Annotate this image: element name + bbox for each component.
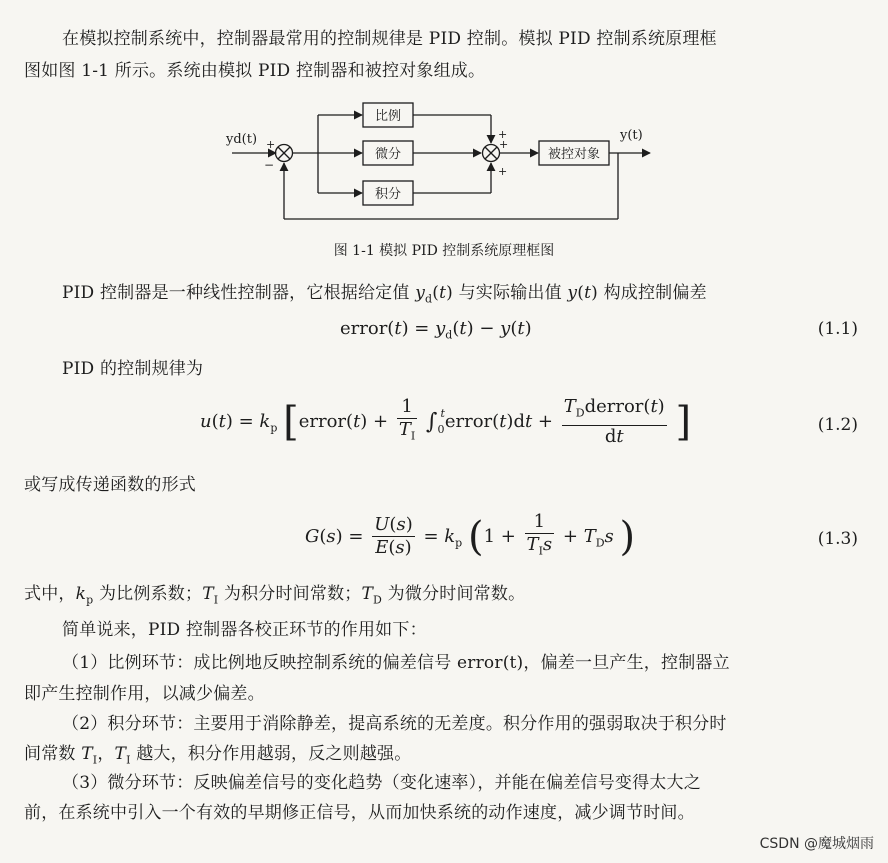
equation-1-3: G(s) = $\frac{U(s)}{E(s)}$ = $k_p$ (1 + $\frac{1}{T_Is}$ + $T_Ds$ ) (305, 511, 636, 560)
diagram-output-label: y(t) (620, 128, 643, 143)
equation-number-1-1: (1.1) (817, 319, 858, 339)
block-derivative: 微分 (374, 147, 402, 162)
sign-sum1-plus: + (266, 138, 276, 151)
p4-text-a: 式中， (24, 584, 76, 604)
p4-text-d: 为微分时间常数。 (382, 584, 526, 604)
sign-sum1-minus: − (264, 158, 275, 172)
block-plant: 被控对象 (547, 147, 601, 162)
equation-number-1-3: (1.3) (817, 529, 858, 549)
equation-1-2: $u(t) = k_p$ [error(t) + $\frac{1}{T_I}$ $\int_0^terror(t)dt$ + $\frac{T_Dderror(t)}{dt}$ ] (200, 396, 692, 447)
sign-sum2-bottom: + (498, 165, 508, 178)
item-1-line-1: （1）比例环节：成比例地反映控制系统的偏差信号 error(t)，偏差一旦产生，控制器立 (62, 653, 730, 673)
paragraph-1: PID 控制器是一种线性控制器，它根据给定值 $y_d(t)$ 与实际输出值 y(t) 构成控制偏差 (62, 283, 707, 306)
paragraph-3: 或写成传递函数的形式 (24, 475, 196, 495)
block-integral: 积分 (374, 187, 402, 202)
sign-sum2-left: + (499, 138, 509, 151)
item-2-line-1: （2）积分环节：主要用于消除静差，提高系统的无差度。积分作用的强弱取决于积分时 (62, 714, 727, 734)
p1-text-c: 构成控制偏差 (597, 283, 707, 303)
paragraph-5: 简单说来，PID 控制器各校正环节的作用如下： (62, 620, 427, 640)
intro-line-1: 在模拟控制系统中，控制器最常用的控制规律是 PID 控制。模拟 PID 控制系统原理框 (62, 29, 717, 49)
block-proportional: 比例 (374, 109, 402, 124)
intro-line-2: 图如图 1-1 所示。系统由模拟 PID 控制器和被控对象组成。 (24, 61, 486, 81)
item-2-text-a: 间常数 (24, 744, 82, 764)
p4-text-c: 为积分时间常数； (218, 584, 362, 604)
p4-text-b: 为比例系数； (93, 584, 203, 604)
equation-number-1-2: (1.2) (817, 415, 858, 435)
item-3-line-1: （3）微分环节：反映偏差信号的变化趋势（变化速率），并能在偏差信号变得太大之 (62, 773, 701, 793)
pid-block-diagram (0, 95, 888, 235)
item-2-text-b: ， (97, 744, 115, 764)
watermark: CSDN @魔城烟雨 (759, 836, 874, 852)
item-1-line-2: 即产生控制作用，以减少偏差。 (24, 684, 265, 704)
item-2-text-c: 越大，积分作用越弱，反之则越强。 (130, 744, 412, 764)
equation-1-1: error(t) = $y_d(t) - y(t)$ (340, 318, 532, 342)
paragraph-4: 式中，$k_p$ 为比例系数；$T_I$ 为积分时间常数；$T_D$ 为微分时间常数。 (24, 584, 526, 607)
sign-sum2-top: + (498, 128, 508, 141)
item-2-line-2: 间常数 $T_I$，$T_I$ 越大，积分作用越弱，反之则越强。 (24, 744, 412, 767)
diagram-input-label: yd(t) (226, 132, 258, 147)
p1-text-a: PID 控制器是一种线性控制器，它根据给定值 (62, 283, 416, 303)
figure-caption: 图 1-1 模拟 PID 控制系统原理框图 (333, 243, 555, 259)
p1-text-b: 与实际输出值 (453, 283, 568, 303)
item-3-line-2: 前，在系统中引入一个有效的早期修正信号，从而加快系统的动作速度，减少调节时间。 (24, 803, 695, 823)
paragraph-2: PID 的控制规律为 (62, 359, 204, 379)
